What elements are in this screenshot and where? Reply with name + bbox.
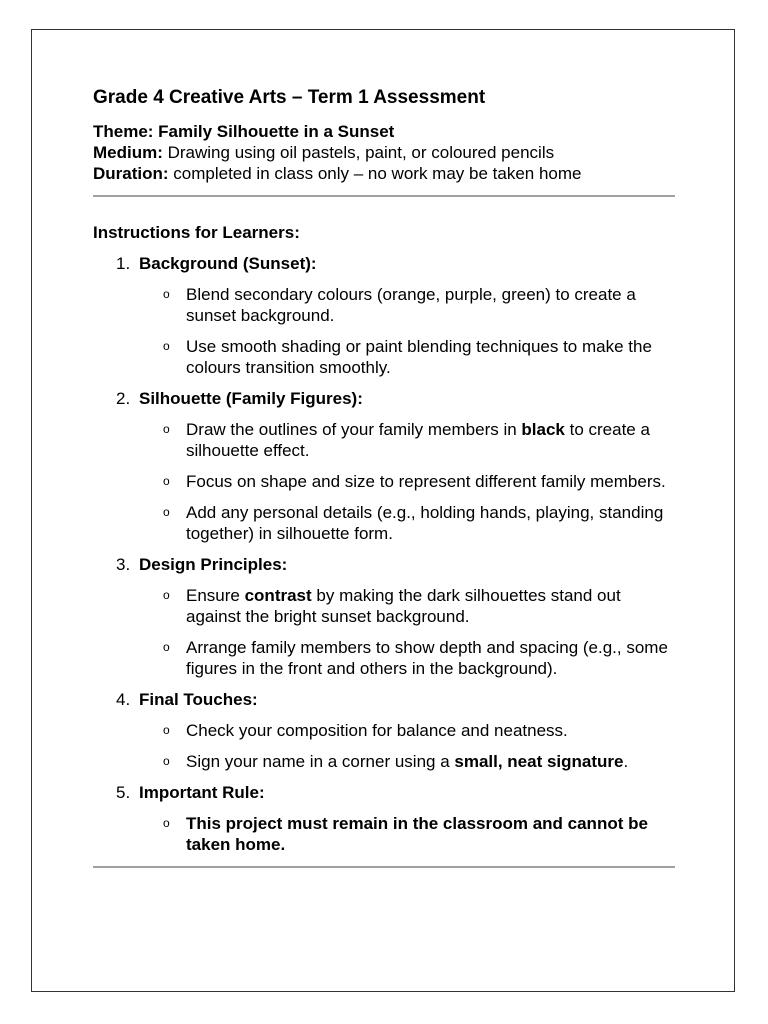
step-item [93, 388, 675, 544]
hollow-bullet-icon: o [163, 588, 170, 602]
step-title: Silhouette (Family Figures): [139, 389, 363, 408]
bullet-emphasis: This project must remain in the classroom and cannot be taken home. [186, 814, 648, 854]
step-title: Important Rule: [139, 783, 265, 802]
medium-label: Medium: [93, 143, 163, 162]
step-heading [93, 782, 675, 803]
duration-line [93, 163, 675, 184]
step-heading [93, 388, 675, 409]
medium-value: Drawing using oil pastels, paint, or coloured pencils [162, 143, 555, 162]
hollow-bullet-icon: o [163, 640, 170, 654]
bullet-item [93, 720, 675, 741]
step-heading [93, 689, 675, 710]
bullet-text: Blend secondary colours (orange, purple, green) to create a sunset background. [186, 285, 636, 325]
bullet-list [93, 284, 675, 378]
step-number: 5. [116, 783, 131, 802]
bullet-text: Check your composition for balance and neatness. [186, 721, 568, 740]
hollow-bullet-icon: o [163, 816, 170, 830]
bullet-text: Sign your name in a corner using a [186, 752, 455, 771]
bullet-item [93, 336, 675, 378]
bullet-text: Draw the outlines of your family members in [186, 420, 522, 439]
bullet-item [93, 284, 675, 326]
bullet-list [93, 813, 675, 855]
step-heading [93, 554, 675, 575]
instructions-heading: Instructions for Learners: [93, 223, 300, 242]
bullet-emphasis: black [521, 420, 565, 439]
bullet-emphasis: small, neat signature [454, 752, 624, 771]
bullet-text: Focus on shape and size to represent different family members. [186, 472, 666, 491]
bullet-item [93, 502, 675, 544]
bullet-item [93, 585, 675, 627]
hollow-bullet-icon: o [163, 287, 170, 301]
bullet-list [93, 419, 675, 544]
step-number: 1. [116, 254, 131, 273]
bullet-text: to create a silhouette effect. [186, 420, 650, 460]
bullet-item [93, 419, 675, 461]
hollow-bullet-icon: o [163, 754, 170, 768]
step-title: Design Principles: [139, 555, 288, 574]
bottom-divider [93, 866, 675, 868]
bullet-list [93, 585, 675, 679]
bullet-item [93, 637, 675, 679]
theme-line: Theme: Family Silhouette in a Sunset [93, 122, 395, 141]
document-title: Grade 4 Creative Arts – Term 1 Assessment [93, 87, 486, 108]
hollow-bullet-icon: o [163, 422, 170, 436]
bullet-item [93, 751, 675, 772]
bullet-text: Use smooth shading or paint blending techniques to make the colours transition smoothly. [186, 337, 652, 377]
hollow-bullet-icon: o [163, 339, 170, 353]
bullet-text: Arrange family members to show depth and spacing (e.g., some figures in the front and others in the background). [186, 638, 668, 678]
step-heading [93, 253, 675, 274]
medium-line [93, 142, 675, 163]
step-number: 3. [116, 555, 131, 574]
step-item [93, 689, 675, 772]
bullet-list [93, 720, 675, 772]
bullet-text: . [623, 752, 629, 771]
duration-value: completed in class only – no work may be taken home [168, 164, 582, 183]
top-divider [93, 195, 675, 197]
step-item [93, 782, 675, 855]
bullet-item [93, 471, 675, 492]
bullet-text: by making the dark silhouettes stand out against the bright sunset background. [186, 586, 621, 626]
step-item [93, 554, 675, 679]
duration-label: Duration: [93, 164, 169, 183]
hollow-bullet-icon: o [163, 505, 170, 519]
bullet-text: Ensure [186, 586, 245, 605]
bullet-item [93, 813, 675, 855]
bullet-text: Add any personal details (e.g., holding hands, playing, standing together) in silhouette form. [186, 503, 664, 543]
step-title: Final Touches: [139, 690, 258, 709]
document-content [93, 86, 675, 868]
step-item [93, 253, 675, 378]
hollow-bullet-icon: o [163, 723, 170, 737]
step-number: 2. [116, 389, 131, 408]
hollow-bullet-icon: o [163, 474, 170, 488]
steps-list [93, 253, 675, 855]
step-title: Background (Sunset): [139, 254, 317, 273]
step-number: 4. [116, 690, 131, 709]
bullet-emphasis: contrast [244, 586, 312, 605]
